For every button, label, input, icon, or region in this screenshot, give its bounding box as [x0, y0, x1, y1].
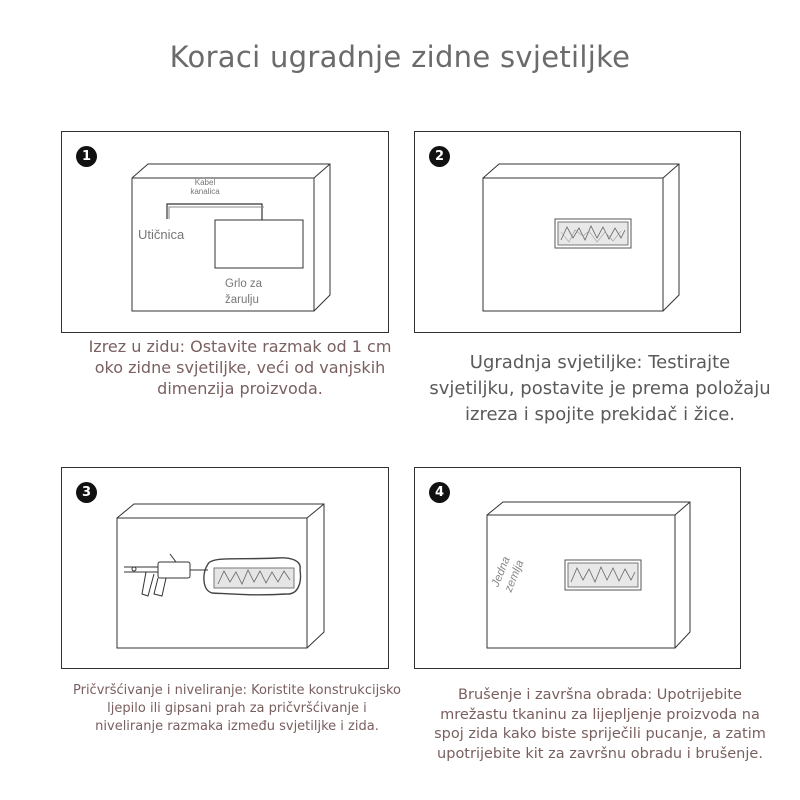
page-title: Koraci ugradnje zidne svjetiljke [169, 40, 631, 74]
bulb-holder-label: Grlo za žarulju [225, 278, 263, 306]
step-4-wall-illustration [415, 468, 741, 669]
step-3-caption-line: niveliranje razmaka između svjetiljke i zida. [95, 719, 379, 734]
step-2-wall-illustration [415, 132, 741, 333]
step-3-number-badge: 3 [76, 482, 97, 503]
step-2-caption-line: svjetiljku, postavite je prema položaju [429, 378, 771, 399]
step-4-number-badge: 4 [429, 482, 450, 503]
step-2-number-badge: 2 [429, 146, 450, 167]
cable-channel-label: Kabel kanalica [190, 178, 220, 196]
step-2-caption [414, 350, 786, 428]
step-4-caption-line: Brušenje i završna obrada: Upotrijebite [458, 687, 742, 703]
step-3-caption [52, 682, 422, 736]
step-4-caption-line: upotrijebite kit za završnu obradu i brušenje. [437, 745, 763, 762]
step-3-wall-illustration [62, 468, 389, 669]
step-4-caption-line: mrežastu tkaninu za lijepljenje proizvoda na [440, 706, 760, 723]
step-4-panel [414, 467, 741, 669]
step-1-caption-line: oko zidne svjetiljke, veći od vanjskih [94, 358, 386, 377]
step-1-caption-line: Izrez u zidu: Ostavite razmak od 1 cm [88, 337, 392, 356]
step-3-caption-line: ljepilo ili gipsani prah za pričvršćivanje i [107, 701, 367, 716]
step-4-caption-line: spoj zida kako biste spriječili pucanje, a zatim [434, 726, 766, 742]
ground-layer-label: Jedna zemlja [489, 555, 527, 594]
step-2-panel [414, 131, 741, 333]
step-1-panel [61, 131, 389, 333]
step-1-caption-line: dimenzija proizvoda. [157, 379, 323, 398]
step-1-caption [62, 336, 418, 399]
step-3-caption-line: Pričvršćivanje i niveliranje: Koristite konstrukcijsko [72, 683, 401, 698]
step-2-caption-line: izreza i spojite prekidač i žice. [465, 404, 735, 425]
step-4-caption [415, 686, 785, 764]
step-2-caption-line: Ugradnja svjetiljke: Testirajte [469, 352, 731, 373]
step-1-number-badge: 1 [76, 146, 97, 167]
socket-label: Utičnica [138, 227, 185, 242]
step-3-panel [61, 467, 389, 669]
